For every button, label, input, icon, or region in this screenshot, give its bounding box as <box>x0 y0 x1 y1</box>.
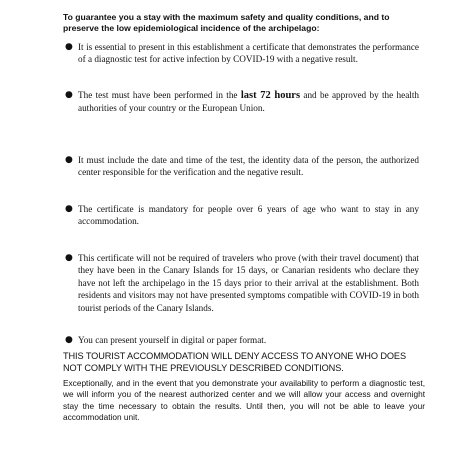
bullet-icon: ● <box>65 155 73 165</box>
list-item-text: You can present yourself in digital or paper format. <box>78 335 267 345</box>
bullet-icon: ● <box>65 204 73 214</box>
list-item-text: This certificate will not be required of travelers who prove (with their travel document) that they have been in the Canary Islands for 15 days, or Canarian residents who declare they have not left the archipelago in the 15 days prior to their arrival at the establishment. Both residents and visitors may not have presented symptoms compatible with COVID-19 in both tourist periods of the Canary Islands. <box>78 253 419 313</box>
list-item-text: The test must have been performed in the <box>78 90 241 100</box>
bullet-icon: ● <box>65 253 73 263</box>
intro-heading: To guarantee you a stay with the maximum safety and quality conditions, and to preserve the low epidemiological incidence of the archipelago: <box>63 12 390 33</box>
list-item <box>65 203 419 228</box>
list-item <box>65 41 419 66</box>
closing-paragraph: Exceptionally, and in the event that you demonstrate your availability to perform a diagnostic test, we will inform you of the nearest authorized center and we will allow your access and overnight stay the time necessary to obtain the results. Until then, you will not be able to leave your accommodation unit. <box>63 378 425 422</box>
access-warning: THIS TOURIST ACCOMMODATION WILL DENY ACCESS TO ANYONE WHO DOES NOT COMPLY WITH THE PREVIOUSLY DESCRIBED CONDITIONS. <box>63 351 406 373</box>
bullet-icon: ● <box>65 90 73 100</box>
list-item <box>65 89 419 115</box>
list-item <box>65 154 419 179</box>
list-item-text: It is essential to present in this establishment a certificate that demonstrates the performance of a diagnostic test for active infection by COVID-19 with a negative result. <box>78 42 419 65</box>
list-item <box>65 252 419 314</box>
emphasis-text: last 72 hours <box>240 90 301 101</box>
list-item-text: The certificate is mandatory for people over 6 years of age who want to stay in any accommodation. <box>78 204 419 227</box>
bullet-icon: ● <box>65 335 73 345</box>
list-item <box>65 334 419 346</box>
list-item-text: and be approved by the health authorities of your country or the European Union. <box>78 90 419 114</box>
bullet-icon: ● <box>65 42 73 52</box>
list-item-text: It must include the date and time of the test, the identity data of the person, the authorized center responsible for the verification and the negative result. <box>78 155 419 178</box>
